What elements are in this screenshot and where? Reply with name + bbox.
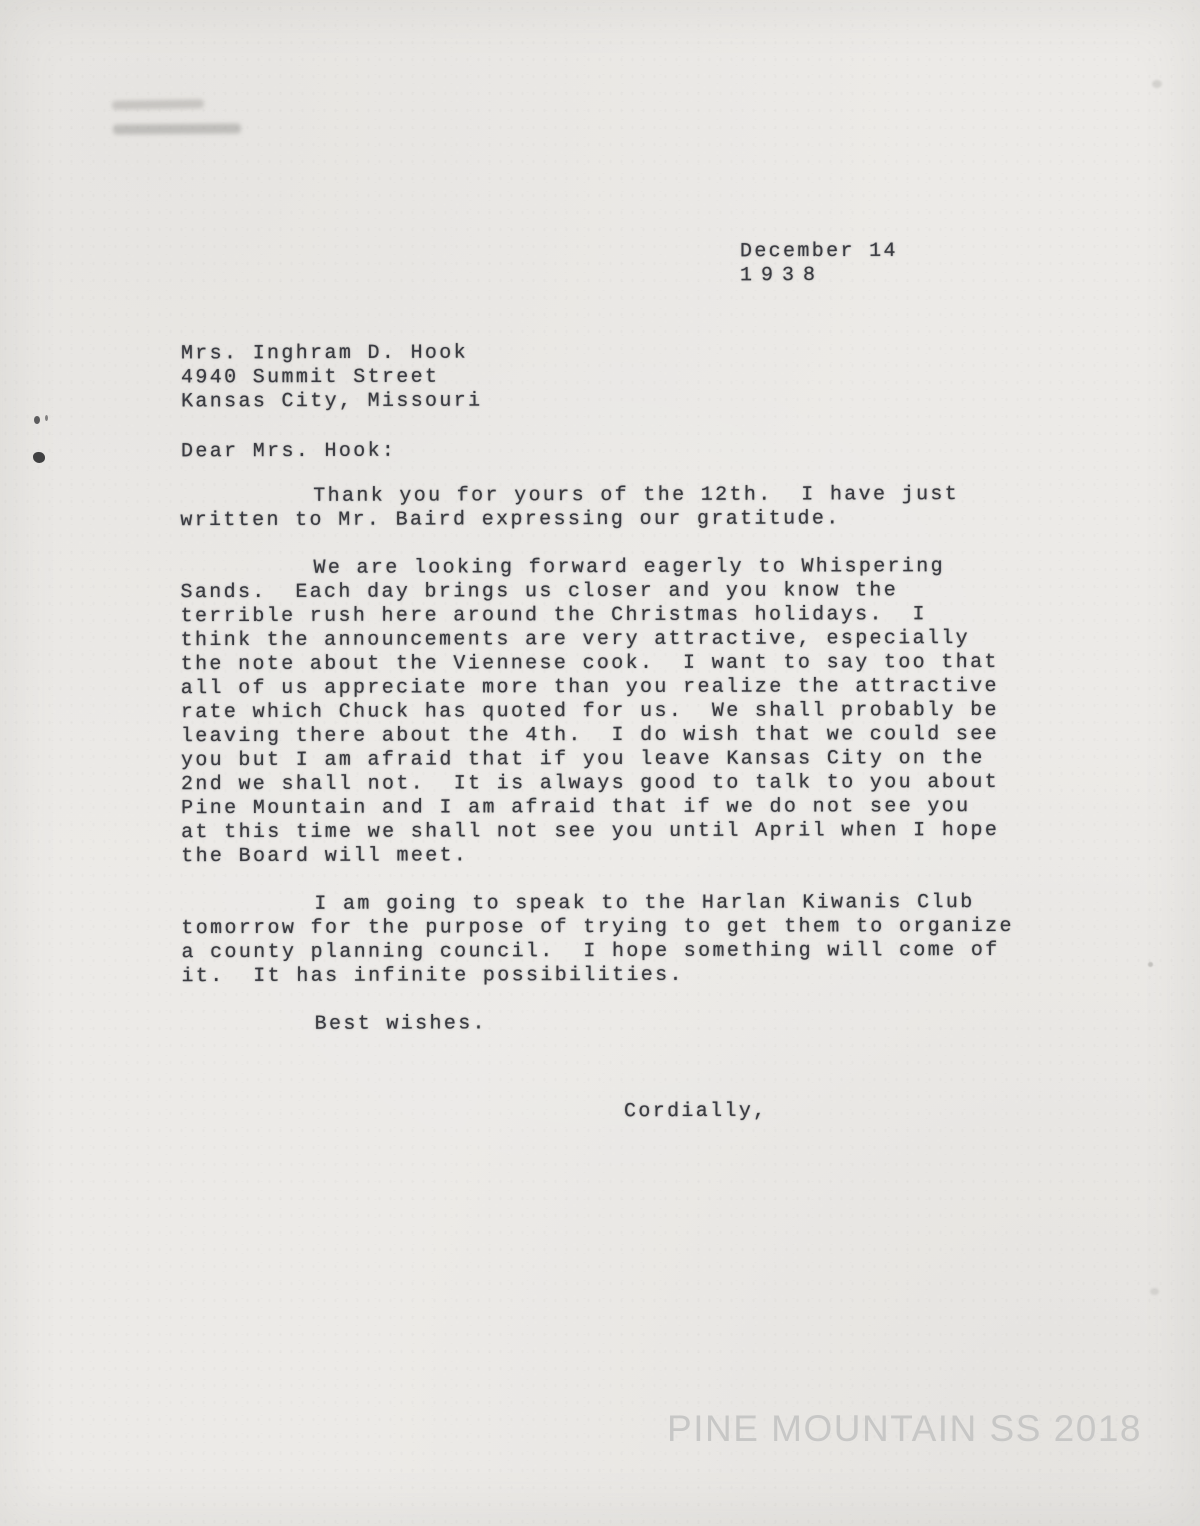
typed-line: think the announcements are very attractive, especially [180, 627, 971, 653]
typed-line: 2nd we shall not. It is always good to talk to you about [181, 770, 1000, 797]
typed-line: tomorrow for the purpose of trying to get them to organize [181, 914, 1014, 941]
typed-line: a county planning council. I hope something will come of [181, 938, 1000, 965]
typed-line: you but I am afraid that if you leave Kansas City on the [180, 747, 985, 773]
paragraph [181, 891, 1041, 989]
paragraph [180, 555, 1041, 869]
ink-speck [33, 452, 45, 463]
archive-watermark: PINE MOUNTAIN SS 2018 [667, 1408, 1142, 1449]
typed-line: leaving there about the 4th. I do wish that we could see [180, 722, 999, 749]
salutation: Dear Mrs. Hook: [180, 439, 397, 464]
typed-line: I am going to speak to the Harlan Kiwanis Club [314, 891, 975, 916]
typed-line: the Board will meet. [181, 844, 469, 869]
paper-blemish [1148, 962, 1153, 967]
typed-line: written to Mr. Baird expressing our gratitude. [180, 507, 841, 533]
paper-blemish [1150, 1288, 1159, 1295]
typed-line: it. It has infinite possibilities. [181, 963, 684, 989]
typed-line: the note about the Viennese cook. I want to say too that [180, 650, 999, 677]
pencil-smudge [113, 123, 241, 134]
typed-line: at this time we shall not see you until April when I hope [181, 818, 1000, 845]
paragraph [180, 483, 1040, 533]
date-line: December 14 [739, 239, 898, 264]
typed-line: We are looking forward eagerly to Whispering [313, 555, 945, 580]
typed-line: Thank you for yours of the 12th. I have just [313, 483, 960, 508]
typed-line: terrible rush here around the Christmas holidays. I [180, 603, 927, 629]
typed-line: Pine Mountain and I am afraid that if we do not see you [181, 795, 971, 821]
typed-line: Sands. Each day brings us closer and you know the [180, 579, 899, 605]
paper-blemish [1152, 80, 1162, 88]
recipient-address [181, 342, 483, 415]
paragraph [182, 1011, 1042, 1037]
ink-speck [45, 415, 48, 421]
typed-line: rate which Chuck has quoted for us. We shall probably be [180, 698, 999, 725]
typed-line: Best wishes. [314, 1012, 487, 1036]
closing-signature: Cordially, [623, 1099, 768, 1124]
date-block [740, 240, 898, 288]
recipient-city: Kansas City, Missouri [181, 389, 483, 414]
pencil-smudge [112, 99, 204, 110]
recipient-name: Mrs. Inghram D. Hook [180, 341, 469, 366]
typed-line: all of us appreciate more than you realize the attractive [180, 674, 999, 701]
recipient-street: 4940 Summit Street [180, 365, 440, 390]
ink-speck [34, 416, 40, 424]
letter-body [180, 483, 1042, 1061]
date-year: 1938 [740, 263, 825, 288]
